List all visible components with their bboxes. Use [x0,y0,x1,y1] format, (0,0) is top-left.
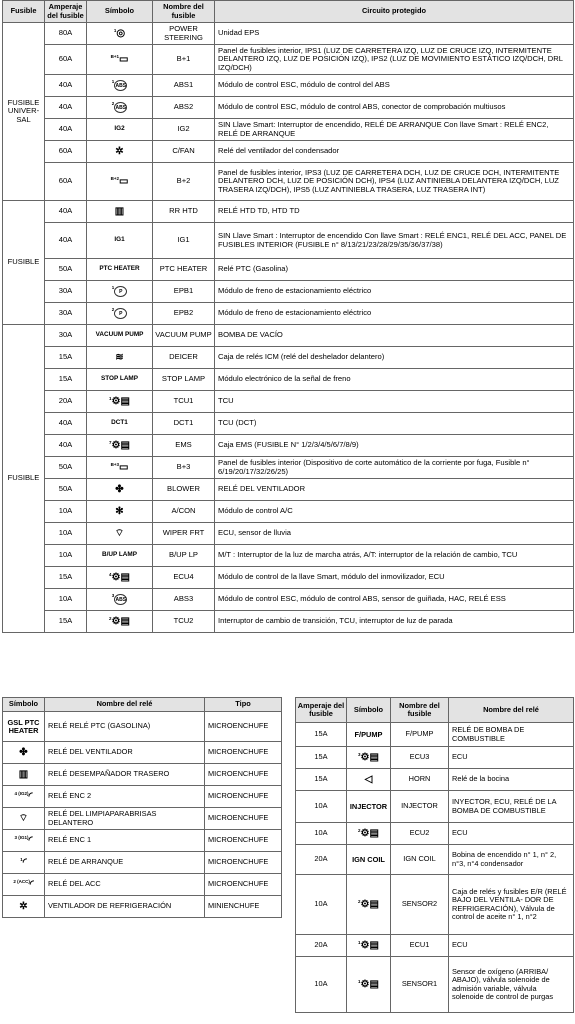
fuse2-relay: ECU [449,823,574,845]
symbol-cell [87,479,153,501]
symbol-cell [347,845,391,875]
fuse-amperage: 40A [45,413,87,435]
header-fusible: Fusible [3,1,45,23]
table-row [3,874,282,896]
fuse-symbol-icon: ▥ [18,768,29,780]
fuse2-relay: ECU [449,747,574,769]
fuse-name: TCU2 [153,611,215,633]
fuse-table-secondary [295,697,574,1013]
header-circuito: Circuito protegido [215,1,574,23]
fuse2-amperage: 10A [296,823,347,845]
fuse-name: POWER STEERING [153,23,215,45]
table-row [3,325,574,347]
fuse-symbol-text: B/UP LAMP [101,551,138,559]
symbol-cell [87,347,153,369]
symbol-cell [347,769,391,791]
fuse-circuit: ECU, sensor de lluvia [215,523,574,545]
fuse-name: ABS3 [153,589,215,611]
fuse-name: DEICER [153,347,215,369]
fuse-circuit: RELÉ HTD TD, HTD TD [215,201,574,223]
symbol-cell [87,325,153,347]
symbol-cell [87,97,153,119]
table-row [3,896,282,918]
fuse-circuit: Módulo de control ESC, módulo de control ABS, sensor de guiñada, HAC, RELÉ ESS [215,589,574,611]
symbol-cell [87,163,153,201]
table-row [3,303,574,325]
symbol-cell [87,457,153,479]
fuse2-amperage: 15A [296,723,347,747]
fuse2-relay: Relé de la bocina [449,769,574,791]
fuse-table-main [2,0,574,633]
fuse-circuit: Módulo de control ESC, módulo de control ABS, conector de comprobación multiusos [215,97,574,119]
fuse-amperage: 60A [45,45,87,75]
symbol-superscript: 4 (IG2) [14,790,29,796]
symbol-superscript: 1 [111,79,115,84]
relay-type: MICROENCHUFE [205,874,282,896]
fuse2-relay: ECU [449,935,574,957]
fuse-circuit: BOMBA DE VACÍO [215,325,574,347]
table-row [3,764,282,786]
fuse-circuit: M/T : Interruptor de la luz de marcha atrás, A/T: interruptor de la relación de cambio, TCU [215,545,574,567]
fuse-symbol-icon: ⚙▤ [111,395,130,407]
symbol-superscript: 2 (ACC) [13,878,30,884]
table-row [3,223,574,259]
fuse-amperage: 40A [45,435,87,457]
table-row [296,723,574,747]
symbol-superscript: 3 (IG1) [14,834,29,840]
fuse-amperage: 50A [45,457,87,479]
table-row [296,875,574,935]
fuse2-name: ECU3 [391,747,449,769]
relay-name: RELÉ DEL VENTILADOR [45,742,205,764]
fuse2-relay: Bobina de encendido n° 1, n° 2, n°3, n°4 condensador [449,845,574,875]
relay-type: MICROENCHUFE [205,852,282,874]
fuse-symbol-text: ABS [114,594,127,605]
fuse-name: B+2 [153,163,215,201]
fuse2-relay: Sensor de oxígeno (ARRIBA/ ABAJO), válvula solenoide de admisión variable, válvula solenoide de control de purgas [449,957,574,1013]
fuse2-amperage: 10A [296,957,347,1013]
table-row [3,141,574,163]
symbol-cell [347,747,391,769]
table-row [3,742,282,764]
fuse-amperage: 10A [45,523,87,545]
symbol-superscript: 1 [20,856,23,862]
fuse2-name: SENSOR1 [391,957,449,1013]
relay-table-header [3,698,282,712]
fuse-symbol-icon: ✤ [19,746,28,758]
relay-table [2,697,282,918]
fuse-amperage: 10A [45,589,87,611]
symbol-cell [3,874,45,896]
symbol-cell [87,435,153,457]
fuse2-name: INJECTOR [391,791,449,823]
fuse2-name: IGN COIL [391,845,449,875]
fuse-group-label: FUSIBLE UNIVER- SAL [3,23,45,201]
symbol-cell [87,501,153,523]
table-row [3,435,574,457]
symbol-cell [347,935,391,957]
fuse-symbol-icon: ⌔ [18,812,29,824]
fuse-circuit: Panel de fusibles interior, IPS3 (LUZ DE CARRETERA DCH, LUZ DE CRUCE DCH, INTERMITENTE DELANTERO DCH, LUZ DE POSICIÓN DCH), IPS4 (LUZ ANTINIEBLA DELANTERA IZQ/DCH, LUZ TRASERA IZQ/DCH), IPS5 (LUZ ANTINIEBLA TRASERA, LUZ TRASERA INT) [215,163,574,201]
relay-name: RELÉ ENC 2 [45,786,205,808]
symbol-cell [347,957,391,1013]
fuse-amperage: 40A [45,223,87,259]
fuse2-header-amperaje: Amperaje del fusible [296,698,347,723]
symbol-cell [3,786,45,808]
table-row [3,391,574,413]
fuse-symbol-text: ABS [114,80,127,91]
symbol-cell [87,223,153,259]
fuse2-table-header [296,698,574,723]
symbol-cell [87,611,153,633]
fuse-symbol-icon: ≋ [115,351,124,363]
table-row [3,786,282,808]
fuse-circuit: Módulo de control ESC, módulo de control del ABS [215,75,574,97]
fuse-name: DCT1 [153,413,215,435]
symbol-superscript: 1 [113,27,117,33]
fuse-symbol-icon: ⚙▤ [111,571,130,583]
fuse-amperage: 30A [45,281,87,303]
fuse-name: A/CON [153,501,215,523]
table-row [3,347,574,369]
symbol-superscript: B+1 [110,53,119,59]
header-nombre: Nombre del fusible [153,1,215,23]
fuse-circuit: Módulo de control A/C [215,501,574,523]
relay-name: RELÉ DEL LIMPIAPARABRISAS DELANTERO [45,808,205,830]
symbol-superscript: 2 [111,307,115,312]
symbol-cell [347,875,391,935]
relay-type: MICROENCHUFE [205,830,282,852]
table-row [3,589,574,611]
symbol-cell [87,391,153,413]
fuse-symbol-icon: ⚙▤ [360,939,379,951]
fuse-circuit: Unidad EPS [215,23,574,45]
fuse-circuit: Módulo electrónico de la señal de freno [215,369,574,391]
fuse-name: EPB1 [153,281,215,303]
table-row [3,281,574,303]
fuse-name: STOP LAMP [153,369,215,391]
fuse2-amperage: 15A [296,769,347,791]
fuse-symbol-icon: ⚙▤ [111,439,130,451]
table-row [3,830,282,852]
symbol-superscript: 2 [358,898,361,904]
table-row [3,369,574,391]
fuse-symbol-icon: ⚙▤ [111,615,130,627]
symbol-superscript: 1 [358,939,361,945]
fuse-symbol-icon: ◎ [116,27,126,39]
symbol-superscript: 2 [111,101,115,106]
table-row [3,457,574,479]
fuse-amperage: 30A [45,303,87,325]
fuse-symbol-icon: ⚙▤ [360,827,379,839]
symbol-superscript: 1 [109,395,112,401]
fuse2-relay: INYECTOR, ECU, RELÉ DE LA BOMBA DE COMBUSTIBLE [449,791,574,823]
symbol-cell [87,589,153,611]
fuse-circuit: Interruptor de cambio de transición, TCU, interruptor de luz de parada [215,611,574,633]
relay-type: MICROENCHUFE [205,712,282,742]
fuse-amperage: 60A [45,163,87,201]
fuse-name: ABS2 [153,97,215,119]
fuse-symbol-text: STOP LAMP [100,375,139,383]
symbol-cell [87,201,153,223]
symbol-superscript: 2 [358,827,361,833]
symbol-cell [3,742,45,764]
symbol-superscript: 1 [358,978,361,984]
fuse-name: B/UP LP [153,545,215,567]
symbol-cell [3,808,45,830]
relay-name: RELÉ DESEMPAÑADOR TRASERO [45,764,205,786]
fuse2-amperage: 20A [296,935,347,957]
fuse-symbol-icon: ▭ [118,461,129,473]
symbol-superscript: 7 [109,439,112,445]
table-row [3,97,574,119]
fuse-name: RR HTD [153,201,215,223]
symbol-cell [87,23,153,45]
fuse2-amperage: 20A [296,845,347,875]
table-row [3,163,574,201]
fuse-symbol-icon: ✤ [115,483,124,495]
symbol-cell [87,259,153,281]
table-row [3,45,574,75]
fuse2-amperage: 15A [296,747,347,769]
fuse-symbol-text: P [114,286,127,297]
fuse-name: WIPER FRT [153,523,215,545]
fuse-name: B+1 [153,45,215,75]
fuse2-name: F/PUMP [391,723,449,747]
fuse-circuit: Módulo de freno de estacionamiento eléctrico [215,303,574,325]
header-simbolo: Símbolo [87,1,153,23]
table-row [3,567,574,589]
fuse-amperage: 15A [45,567,87,589]
symbol-cell [3,896,45,918]
fuse-symbol-icon: ◜ [29,878,34,890]
symbol-cell [87,567,153,589]
fuse-symbol-icon: ⚙▤ [360,898,379,910]
symbol-cell [87,523,153,545]
fuse-circuit: Relé PTC (Gasolina) [215,259,574,281]
fuse-circuit: Panel de fusibles interior (Dispositivo de corte automático de la corriente por fuga, Fusible n° 6/19/20/17/32/26/25) [215,457,574,479]
fuse-symbol-text: ABS [114,102,127,113]
fuse-name: BLOWER [153,479,215,501]
table-row [296,769,574,791]
table-row [3,808,282,830]
relay-name: RELÉ RELÉ PTC (GASOLINA) [45,712,205,742]
fuse-circuit: RELÉ DEL VENTILADOR [215,479,574,501]
fuse-amperage: 15A [45,611,87,633]
fuse-amperage: 40A [45,75,87,97]
relay-type: MICROENCHUFE [205,808,282,830]
fuse-name: EMS [153,435,215,457]
fuse-symbol-icon: ⚙▤ [360,978,379,990]
fuse-circuit: Caja de relés ICM (relé del deshelador delantero) [215,347,574,369]
fuse-symbol-text: PTC HEATER [99,265,140,273]
table-row [296,845,574,875]
fuse-name: EPB2 [153,303,215,325]
fuse-circuit: SIN Llave Smart : Interruptor de encendido Con llave Smart : RELÉ ENC1, RELÉ DEL ACC, PANEL DE FUSIBLES INTERIOR (FUSIBLE n° 8/13/21/23/28/29/35/36/37/38) [215,223,574,259]
table-row [3,523,574,545]
fuse-name: ECU4 [153,567,215,589]
fuse-amperage: 20A [45,391,87,413]
table-row [3,201,574,223]
fuse-symbol-icon: ⚙▤ [360,751,379,763]
fuse-symbol-icon: ◜ [22,856,27,868]
table-row [3,119,574,141]
fuse-amperage: 40A [45,97,87,119]
table-row [296,935,574,957]
fuse-amperage: 40A [45,119,87,141]
fuse-circuit: Módulo de control de la llave Smart, módulo del inmovilizador, ECU [215,567,574,589]
table-row [3,259,574,281]
fuse2-relay: Caja de relés y fusibles E/R (RELÉ BAJO DEL VENTILA- DOR DE REFRIGERACIÓN), Válvula de control de aceite n° 1, n°2 [449,875,574,935]
relay-type: MICROENCHUFE [205,764,282,786]
fuse2-name: ECU1 [391,935,449,957]
fuse-name: IG1 [153,223,215,259]
table-row [296,747,574,769]
fuse-circuit: Relé del ventilador del condensador [215,141,574,163]
fuse-symbol-icon: ▭ [118,175,129,187]
fuse-name: ABS1 [153,75,215,97]
fuse-symbol-icon: ◁ [364,773,373,785]
fuse-symbol-icon: ⌔ [114,527,125,539]
fuse-amperage: 40A [45,201,87,223]
fuse2-amperage: 10A [296,791,347,823]
fuse-symbol-icon: ✻ [115,505,124,517]
table-row [296,791,574,823]
fuse-amperage: 30A [45,325,87,347]
fuse-circuit: Módulo de freno de estacionamiento eléctrico [215,281,574,303]
symbol-cell [87,281,153,303]
header-amperaje: Amperaje del fusible [45,1,87,23]
symbol-cell [3,764,45,786]
fuse-name: B+3 [153,457,215,479]
fuse-symbol-icon: ◜ [28,834,33,846]
fuse-name: C/FAN [153,141,215,163]
fuse-name: TCU1 [153,391,215,413]
symbol-superscript: 3 [358,751,361,757]
symbol-cell [3,830,45,852]
fuse2-header-nombre: Nombre del fusible [391,698,449,723]
fuse-table-header [3,1,574,23]
fuse-circuit: Caja EMS (FUSIBLE N° 1/2/3/4/5/6/7/8/9) [215,435,574,457]
fuse-group-label: FUSIBLE [3,201,45,325]
relay-name: RELÉ DEL ACC [45,874,205,896]
table-row [3,75,574,97]
table-row [3,501,574,523]
fuse-amperage: 80A [45,23,87,45]
fuse-circuit: Panel de fusibles interior, IPS1 (LUZ DE CARRETERA IZQ, LUZ DE CRUCE IZQ, INTERMITENTE DELANTERO IZQ, LUZ DE POSICIÓN IZQ), IPS2 (LUZ DE MOVIMIENTO ESTÁTICO IZQ/DCH, DRL IZQ/DCH) [215,45,574,75]
symbol-cell [87,545,153,567]
relay-header-simbolo: Símbolo [3,698,45,712]
table-row [3,852,282,874]
fuse-name: PTC HEATER [153,259,215,281]
fuse2-name: HORN [391,769,449,791]
fuse-name: VACUUM PUMP [153,325,215,347]
symbol-superscript: 1 [111,285,115,290]
fuse-amperage: 60A [45,141,87,163]
symbol-cell [87,413,153,435]
fuse-symbol-text: GSL PTC HEATER [7,717,40,735]
symbol-cell [87,369,153,391]
fuse-amperage: 10A [45,545,87,567]
fuse2-name: ECU2 [391,823,449,845]
symbol-superscript: 3 [111,593,115,598]
table-row [3,712,282,742]
relay-name: RELÉ ENC 1 [45,830,205,852]
symbol-cell [87,141,153,163]
relay-type: MINIENCHUFE [205,896,282,918]
fuse-name: IG2 [153,119,215,141]
fuse-amperage: 10A [45,501,87,523]
fuse-group-label: FUSIBLE [3,325,45,633]
fuse-symbol-icon: ▭ [118,53,129,65]
table-row [3,479,574,501]
symbol-superscript: B+3 [110,461,119,467]
fuse2-header-simbolo: Símbolo [347,698,391,723]
symbol-cell [3,712,45,742]
symbol-cell [347,823,391,845]
fuse-amperage: 50A [45,479,87,501]
table-row [3,413,574,435]
fuse2-header-rele: Nombre del relé [449,698,574,723]
table-row [296,823,574,845]
fuse-circuit: SIN Llave Smart: Interruptor de encendido, RELÉ DE ARRANQUE Con llave Smart : RELÉ ENC2, RELÉ DE ARRANQUE [215,119,574,141]
fuse-amperage: 50A [45,259,87,281]
relay-type: MICROENCHUFE [205,742,282,764]
fuse-symbol-icon: ✲ [115,145,124,157]
fuse-symbol-icon: ✲ [19,900,28,912]
fuse2-name: SENSOR2 [391,875,449,935]
table-row [3,23,574,45]
symbol-cell [87,303,153,325]
relay-header-tipo: Tipo [205,698,282,712]
symbol-superscript: 4 [109,571,112,577]
fuse-symbol-text: DCT1 [111,419,128,427]
table-row [3,545,574,567]
fuse-circuit: TCU (DCT) [215,413,574,435]
symbol-cell [87,75,153,97]
symbol-superscript: 2 [109,615,112,621]
fuse2-amperage: 10A [296,875,347,935]
fuse-symbol-icon: ▥ [114,205,125,217]
relay-name: VENTILADOR DE REFRIGERACIÓN [45,896,205,918]
relay-name: RELÉ DE ARRANQUE [45,852,205,874]
fuse-symbol-text: VACUUM PUMP [95,331,144,339]
table-row [3,611,574,633]
relay-type: MICROENCHUFE [205,786,282,808]
fuse-amperage: 15A [45,347,87,369]
fuse2-relay: RELÉ DE BOMBA DE COMBUSTIBLE [449,723,574,747]
fuse-symbol-icon: ◜ [28,790,33,802]
fuse-symbol-text: IG1 [114,236,125,244]
symbol-cell [347,723,391,747]
symbol-cell [87,45,153,75]
symbol-cell [347,791,391,823]
fuse-amperage: 15A [45,369,87,391]
table-row [296,957,574,1013]
symbol-cell [87,119,153,141]
fuse-circuit: TCU [215,391,574,413]
fuse-symbol-text: IG2 [114,125,125,133]
fuse-symbol-text: IGN COIL [352,854,385,864]
fuse-symbol-text: P [114,308,127,319]
symbol-superscript: B+2 [110,175,119,181]
symbol-cell [3,852,45,874]
relay-header-nombre: Nombre del relé [45,698,205,712]
fuse-symbol-text: INJECTOR [349,801,388,811]
fuse-symbol-text: F/PUMP [354,729,383,739]
